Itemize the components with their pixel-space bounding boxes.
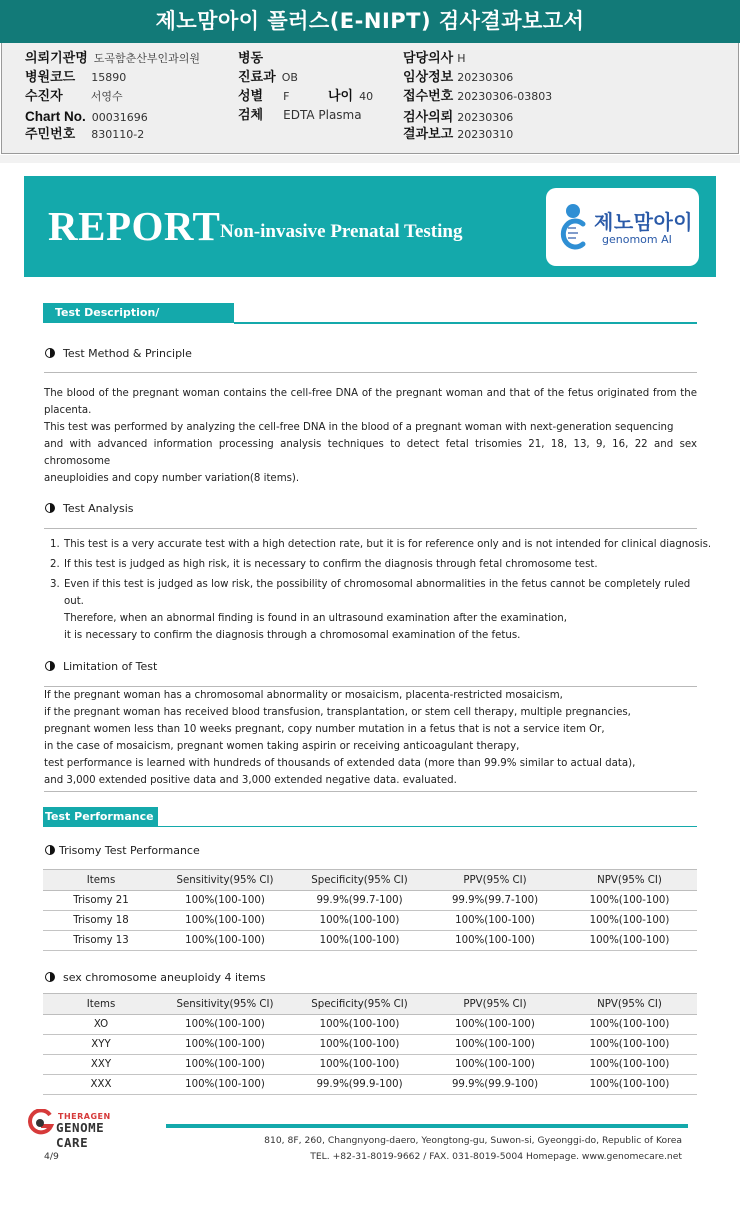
section-divider (158, 826, 697, 827)
divider (44, 528, 697, 529)
label: 성별 (238, 89, 264, 104)
cell: 100%(100-100) (159, 891, 291, 911)
label: 임상정보 (403, 70, 454, 85)
subheading-text: Trisomy Test Performance (59, 844, 200, 857)
field-recipient (25, 88, 123, 105)
column-header: NPV(95% CI) (562, 870, 697, 891)
text-line: and with advanced information processing analysis techniques to detect fetal trisomies 21, 18, 13, 9, 16, 22 and sex chromosome (44, 439, 697, 467)
text-line: in the case of mosaicism, pregnant women taking aspirin or receiving anticoagulant therapy, (44, 741, 520, 752)
cell: 100%(100-100) (428, 911, 562, 931)
value: 20230306-03803 (457, 90, 553, 103)
cell: 100%(100-100) (562, 1075, 697, 1095)
field-hospital-code (25, 69, 126, 86)
cell: 100%(100-100) (428, 1035, 562, 1055)
divider (44, 791, 697, 792)
section-divider (234, 322, 697, 324)
table-row (43, 931, 697, 951)
table-row (43, 1035, 697, 1055)
text-line: The blood of the pregnant woman contains the cell-free DNA of the pregnant woman and that of the fetus originated from the (44, 388, 697, 399)
value: 20230306 (457, 111, 514, 124)
banner-title: REPORT (48, 203, 221, 249)
section-tab-performance: Test Performance (43, 807, 158, 827)
cell: 100%(100-100) (159, 931, 291, 951)
theragen-g-icon (26, 1109, 56, 1135)
cell: 100%(100-100) (291, 1035, 428, 1055)
table-row (43, 1015, 697, 1035)
text-line: test performance is learned with hundreds of thousands of extended data (more than 99.9% similar to actual data), (44, 758, 636, 769)
table-header-row (43, 994, 697, 1015)
subheading-analysis (45, 502, 133, 516)
table-row (43, 1055, 697, 1075)
cell: 100%(100-100) (562, 891, 697, 911)
half-circle-icon (45, 661, 55, 671)
label: 담당의사 (403, 51, 454, 66)
cell: 100%(100-100) (291, 911, 428, 931)
field-sex (238, 88, 289, 105)
column-header: Sensitivity(95% CI) (159, 870, 291, 891)
label: Chart No. (25, 109, 86, 124)
subheading-text: Test Method & Principle (63, 347, 192, 360)
limitation-paragraph (44, 687, 697, 789)
value: EDTA Plasma (283, 108, 362, 122)
cell: 99.9%(99.9-100) (428, 1075, 562, 1095)
value: 서영수 (90, 90, 123, 103)
cell: 100%(100-100) (428, 931, 562, 951)
label: 나이 (328, 89, 354, 104)
item-text: it is necessary to confirm the diagnosis through a chromosomal examination of the fetus. (64, 630, 521, 641)
half-circle-icon (45, 845, 55, 855)
item-text: out. (64, 596, 84, 607)
column-header: PPV(95% CI) (428, 994, 562, 1015)
field-department (238, 69, 298, 86)
value: 20230306 (457, 71, 514, 84)
field-chart-no (25, 109, 148, 126)
trisomy-performance-table (43, 869, 697, 951)
subheading-text: sex chromosome aneuploidy 4 items (63, 971, 266, 984)
cell: 99.9%(99.9-100) (291, 1075, 428, 1095)
report-header-title: 제노맘아이 플러스(E-NIPT) 검사결과보고서 (0, 0, 740, 43)
item-text: This test is a very accurate test with a high detection rate, but it is for reference only and is not intended for clinical diagnosis. (64, 539, 712, 550)
cell: 100%(100-100) (159, 1075, 291, 1095)
column-header: PPV(95% CI) (428, 870, 562, 891)
subheading-method (45, 347, 192, 361)
text-line: placenta. (44, 405, 92, 416)
table-row (43, 891, 697, 911)
table-row (43, 1075, 697, 1095)
field-age (328, 88, 373, 105)
item-number: 3. (50, 579, 60, 590)
field-clinical-info (403, 69, 513, 86)
genomom-logo (546, 188, 699, 266)
text-line: pregnant women less than 10 weeks pregnant, copy number mutation in a fetus that is not a service item Or, (44, 724, 605, 735)
cell: Trisomy 21 (43, 891, 159, 911)
item-text: If this test is judged as high risk, it is necessary to confirm the diagnosis through fetal chromosome test. (64, 559, 598, 570)
text-line: aneuploidies and copy number variation(8 items). (44, 473, 300, 484)
value: 20230310 (457, 128, 514, 141)
cell: 100%(100-100) (159, 1015, 291, 1035)
label: 접수번호 (403, 89, 454, 104)
mother-baby-icon (556, 202, 592, 252)
cell: 100%(100-100) (159, 911, 291, 931)
cell: 100%(100-100) (562, 1035, 697, 1055)
value: OB (281, 71, 298, 84)
cell: 100%(100-100) (159, 1035, 291, 1055)
label: 병동 (238, 51, 264, 66)
text-line: and 3,000 extended positive data and 3,000 extended negative data. evaluated. (44, 775, 457, 786)
text-line: This test was performed by analyzing the cell-free DNA in the blood of a pregnant woman with next-generation sequencing (44, 422, 674, 433)
value: H (457, 52, 466, 65)
cell: Trisomy 13 (43, 931, 159, 951)
method-paragraph (44, 385, 697, 487)
cell: 100%(100-100) (562, 911, 697, 931)
cell: 100%(100-100) (428, 1055, 562, 1075)
column-header: NPV(95% CI) (562, 994, 697, 1015)
banner-subtitle: Non-invasive Prenatal Testing (220, 221, 463, 242)
cell: 100%(100-100) (291, 1055, 428, 1075)
cell: XXX (43, 1075, 159, 1095)
field-receipt-no (403, 88, 552, 105)
cell: 100%(100-100) (562, 1015, 697, 1035)
table-header-row (43, 870, 697, 891)
patient-info-panel (1, 43, 739, 154)
column-header: Items (43, 870, 159, 891)
footer-address: 810, 8F, 260, Changnyong-daero, Yeongtong-gu, Suwon-si, Gyeonggi-do, Republic of Korea (264, 1135, 682, 1146)
footer-contact: TEL. +82-31-8019-9662 / FAX. 031-8019-5004 Homepage. www.genomecare.net (310, 1151, 682, 1162)
subheading-text: Test Analysis (63, 502, 134, 515)
value: F (283, 90, 290, 103)
label: 병원코드 (25, 70, 76, 85)
logo-top-text: THERAGEN (58, 1112, 111, 1121)
page-number: 4/9 (44, 1151, 59, 1162)
table-row (43, 911, 697, 931)
value: 830110-2 (91, 128, 145, 141)
cell: 100%(100-100) (291, 931, 428, 951)
label: 결과보고 (403, 127, 454, 142)
logo-bottom-text: GENOME CARE (56, 1120, 105, 1150)
sex-chromosome-performance-table (43, 993, 697, 1095)
cell: XO (43, 1015, 159, 1035)
list-item (50, 536, 712, 553)
half-circle-icon (45, 972, 55, 982)
column-header: Sensitivity(95% CI) (159, 994, 291, 1015)
field-request-date (403, 109, 513, 126)
list-item (50, 556, 700, 573)
cell: 100%(100-100) (562, 931, 697, 951)
item-text: Therefore, when an abnormal finding is found in an ultrasound examination after the examination, (64, 613, 567, 624)
column-header: Items (43, 994, 159, 1015)
item-number: 1. (50, 539, 60, 550)
field-specimen (238, 107, 362, 124)
logo-english-text: genomom AI (602, 233, 672, 246)
field-doctor (403, 50, 466, 67)
value: 15890 (91, 71, 127, 84)
logo-korean-text: 제노맘아이 (594, 210, 694, 234)
column-header: Specificity(95% CI) (291, 870, 428, 891)
item-text: Even if this test is judged as low risk, the possibility of chromosomal abnormalities in the fetus cannot be completely ruled (64, 579, 691, 590)
cell: Trisomy 18 (43, 911, 159, 931)
cell: XYY (43, 1035, 159, 1055)
cell: 99.9%(99.7-100) (428, 891, 562, 911)
panel-shadow (0, 155, 740, 163)
label: 수진자 (25, 89, 63, 104)
label: 진료과 (238, 70, 276, 85)
cell: 100%(100-100) (428, 1015, 562, 1035)
field-report-date (403, 126, 513, 143)
subheading-limitation (45, 660, 157, 674)
label: 의뢰기관명 (25, 51, 88, 66)
section-tab-description: Test Description/ Interpretation (43, 303, 234, 323)
field-resident-no (25, 126, 144, 143)
report-banner (24, 176, 716, 277)
field-institution (25, 50, 200, 67)
divider (44, 372, 697, 373)
half-circle-icon (45, 503, 55, 513)
value: 40 (359, 90, 374, 103)
analysis-list (50, 536, 712, 647)
label: 검체 (238, 108, 264, 123)
theragen-logo (26, 1109, 111, 1150)
cell: XXY (43, 1055, 159, 1075)
half-circle-icon (45, 348, 55, 358)
item-number: 2. (50, 559, 60, 570)
list-item (50, 576, 700, 644)
cell: 100%(100-100) (159, 1055, 291, 1075)
subheading-text: Limitation of Test (63, 660, 158, 673)
footer-divider (166, 1124, 688, 1128)
column-header: Specificity(95% CI) (291, 994, 428, 1015)
cell: 100%(100-100) (291, 1015, 428, 1035)
text-line: If the pregnant woman has a chromosomal abnormality or mosaicism, placenta-restricted mosaicism, (44, 690, 563, 701)
field-ward (238, 50, 269, 67)
text-line: if the pregnant woman has received blood transfusion, transplantation, or stem cell therapy, multiple pregnancies, (44, 707, 631, 718)
subheading-sex-chromosome (45, 971, 266, 985)
cell: 99.9%(99.7-100) (291, 891, 428, 911)
subheading-trisomy (45, 844, 200, 858)
cell: 100%(100-100) (562, 1055, 697, 1075)
value: 도곡함춘산부인과의원 (93, 52, 201, 65)
label: 검사의뢰 (403, 110, 454, 125)
label: 주민번호 (25, 127, 76, 142)
value: 00031696 (91, 111, 148, 124)
